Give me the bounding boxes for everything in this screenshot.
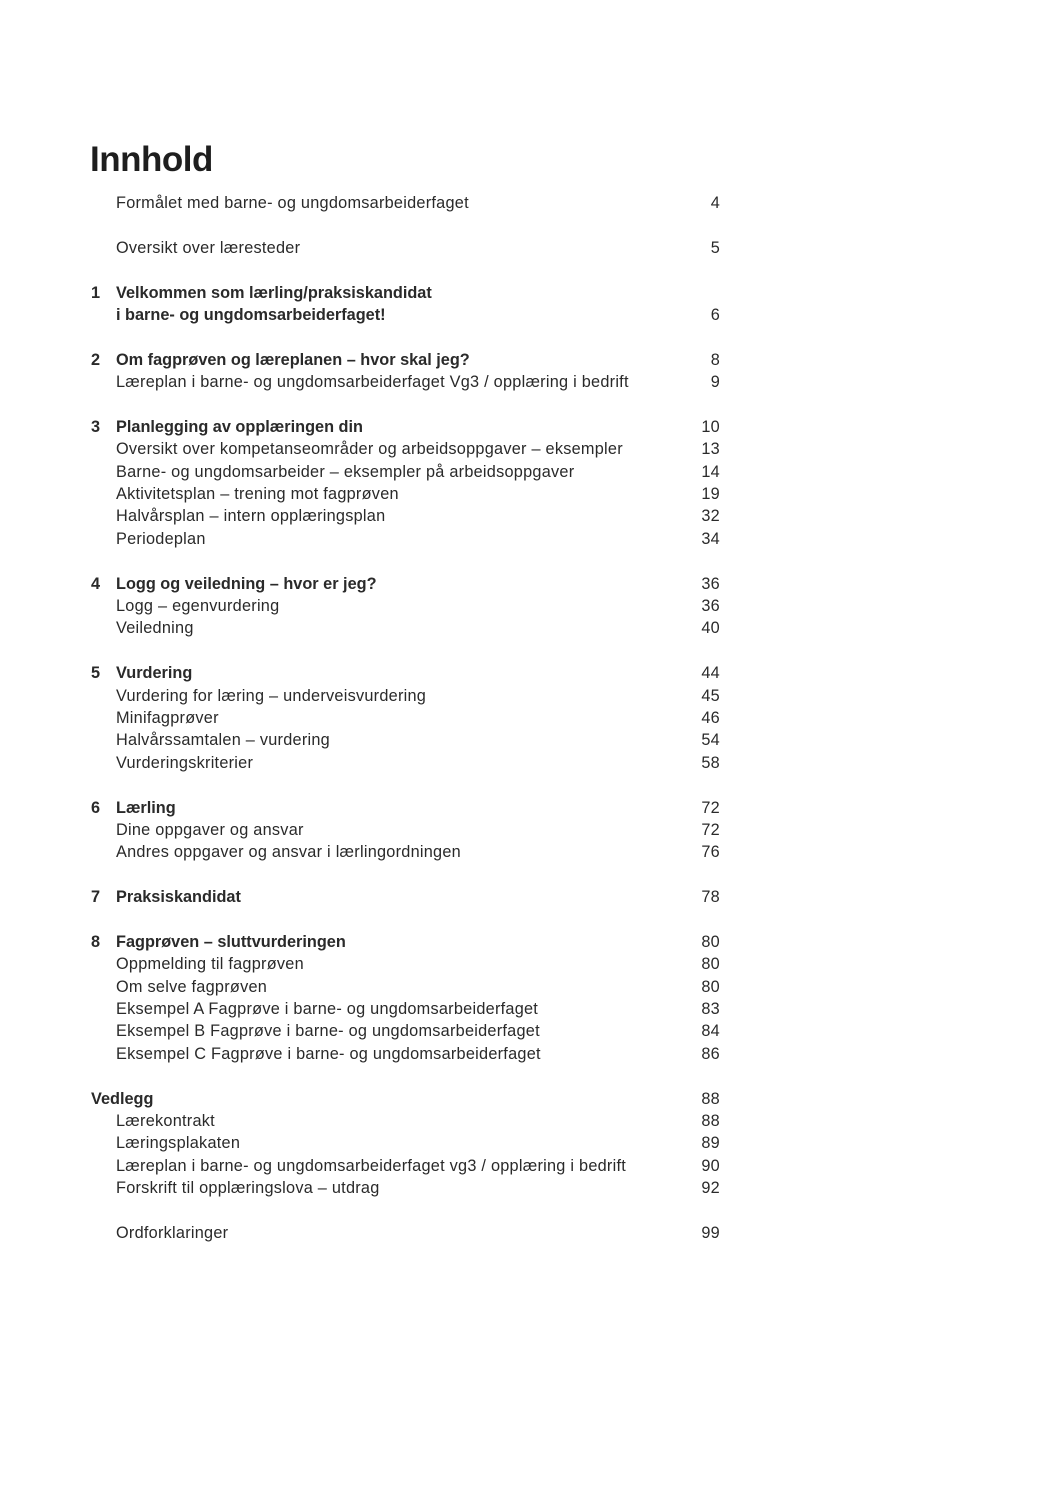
page-number: 9 [710, 373, 720, 392]
page-number: 32 [701, 507, 720, 526]
toc-entry[interactable] [0, 1110, 1058, 1132]
toc-chapter-entry[interactable] [0, 573, 1058, 595]
toc-entry[interactable] [0, 237, 1058, 259]
toc-entry[interactable] [0, 617, 1058, 639]
page-number: 34 [701, 529, 720, 548]
table-of-contents [0, 192, 1058, 1244]
toc-entry[interactable] [0, 1155, 1058, 1177]
page-number: 45 [701, 686, 720, 705]
toc-entry[interactable] [0, 752, 1058, 774]
page-number: 14 [701, 462, 720, 481]
entry-title[interactable]: Veiledning [116, 619, 194, 638]
toc-chapter-entry[interactable] [0, 931, 1058, 953]
chapter-number: 6 [91, 798, 101, 817]
chapter-number: 8 [91, 932, 101, 951]
page-number: 99 [701, 1223, 720, 1242]
toc-entry[interactable] [0, 685, 1058, 707]
group-spacer [0, 909, 1058, 931]
page-number: 4 [710, 194, 720, 212]
toc-entry[interactable] [0, 1088, 1058, 1110]
page-number: 72 [701, 798, 720, 817]
page-number: 89 [701, 1134, 720, 1153]
toc-entry[interactable] [0, 461, 1058, 483]
toc-entry[interactable] [0, 505, 1058, 527]
toc-entry[interactable] [0, 841, 1058, 863]
entry-title[interactable]: Halvårsplan – intern opplæringsplan [116, 507, 386, 526]
chapter-number: 3 [91, 417, 101, 436]
group-spacer [0, 864, 1058, 886]
entry-title[interactable]: Periodeplan [116, 529, 206, 548]
page-number: 80 [701, 977, 720, 996]
group-spacer [0, 550, 1058, 572]
page-number: 44 [701, 664, 720, 683]
entry-title[interactable]: Læringsplakaten [116, 1134, 241, 1153]
entry-title[interactable]: Minifagprøver [116, 708, 219, 727]
toc-entry[interactable] [0, 998, 1058, 1020]
toc-chapter-entry[interactable] [0, 416, 1058, 438]
page-number: 36 [701, 597, 720, 616]
toc-chapter-entry[interactable] [0, 304, 1058, 326]
entry-title[interactable]: Læreplan i barne- og ungdomsarbeiderfaget Vg3 / opplæring i bedrift [116, 373, 629, 392]
page-number: 86 [701, 1044, 720, 1063]
toc-chapter-entry[interactable] [0, 886, 1058, 908]
toc-entry[interactable] [0, 595, 1058, 617]
toc-chapter-entry[interactable] [0, 349, 1058, 371]
page-number: 80 [701, 932, 720, 951]
page-number: 5 [710, 238, 720, 257]
page-number: 40 [701, 619, 720, 638]
page-number: 36 [701, 574, 720, 593]
group-spacer [0, 640, 1058, 662]
toc-entry[interactable] [0, 707, 1058, 729]
entry-title[interactable]: Om selve fagprøven [116, 977, 268, 996]
entry-title[interactable]: Vedlegg [91, 1089, 154, 1108]
toc-chapter-entry[interactable] [0, 282, 1058, 304]
entry-title[interactable]: Halvårssamtalen – vurdering [116, 731, 330, 750]
page-number: 6 [710, 305, 720, 324]
page-number: 88 [701, 1112, 720, 1131]
group-spacer [0, 1065, 1058, 1087]
page-number: 58 [701, 753, 720, 772]
entry-title[interactable]: Ordforklaringer [116, 1223, 229, 1242]
entry-title[interactable]: Om fagprøven og læreplanen – hvor skal jeg? [116, 350, 470, 369]
toc-entry[interactable] [0, 1177, 1058, 1199]
page-number: 13 [701, 440, 720, 459]
toc-chapter-entry[interactable] [0, 797, 1058, 819]
toc-entry[interactable] [0, 192, 1058, 214]
toc-entry[interactable] [0, 819, 1058, 841]
toc-entry[interactable] [0, 1222, 1058, 1244]
group-spacer [0, 259, 1058, 281]
entry-title[interactable]: Eksempel A Fagprøve i barne- og ungdomsarbeiderfaget [116, 1000, 539, 1019]
entry-title[interactable]: Aktivitetsplan – trening mot fagprøven [116, 485, 399, 504]
chapter-number: 7 [91, 888, 101, 907]
page-number: 46 [701, 708, 720, 727]
page-title: Innhold [90, 140, 213, 179]
toc-entry[interactable] [0, 953, 1058, 975]
group-spacer [0, 214, 1058, 236]
toc-entry[interactable] [0, 729, 1058, 751]
chapter-number: 1 [91, 283, 101, 302]
page-number: 72 [701, 820, 720, 839]
toc-entry[interactable] [0, 976, 1058, 998]
page-number: 90 [701, 1156, 720, 1175]
entry-title[interactable]: Vurdering [116, 664, 193, 683]
entry-title[interactable]: Logg – egenvurdering [116, 597, 280, 616]
page-number: 54 [701, 731, 720, 750]
page-number: 92 [701, 1179, 720, 1198]
toc-chapter-entry[interactable] [0, 662, 1058, 684]
page-number: 8 [710, 350, 720, 369]
toc-entry[interactable] [0, 438, 1058, 460]
entry-title[interactable]: Dine oppgaver og ansvar [116, 820, 304, 839]
entry-title[interactable]: Lærling [116, 798, 176, 817]
entry-title[interactable]: Oppmelding til fagprøven [116, 955, 304, 974]
toc-entry[interactable] [0, 1020, 1058, 1042]
entry-title[interactable]: Forskrift til opplæringslova – utdrag [116, 1179, 380, 1198]
entry-title[interactable]: Vurdering for læring – underveisvurdering [116, 686, 427, 705]
entry-title[interactable]: Formålet med barne- og ungdomsarbeiderfaget [116, 194, 469, 212]
entry-title[interactable]: Vurderingskriterier [116, 753, 254, 772]
entry-title[interactable]: Lærekontrakt [116, 1112, 215, 1131]
group-spacer [0, 1200, 1058, 1222]
entry-title[interactable]: Eksempel B Fagprøve i barne- og ungdomsarbeiderfaget [116, 1022, 540, 1041]
page-number: 84 [701, 1022, 720, 1041]
page-number: 76 [701, 843, 720, 862]
chapter-number: 5 [91, 664, 101, 683]
entry-title[interactable]: Velkommen som lærling/praksiskandidat [116, 283, 432, 302]
entry-title[interactable]: Fagprøven – sluttvurderingen [116, 932, 346, 951]
entry-title[interactable]: Planlegging av opplæringen din [116, 417, 363, 436]
entry-title[interactable]: Logg og veiledning – hvor er jeg? [116, 574, 377, 593]
entry-title[interactable]: Andres oppgaver og ansvar i lærlingordningen [116, 843, 461, 862]
group-spacer [0, 394, 1058, 416]
page-number: 78 [701, 888, 720, 907]
toc-entry[interactable] [0, 371, 1058, 393]
entry-title[interactable]: Barne- og ungdomsarbeider – eksempler på arbeidsoppgaver [116, 462, 575, 481]
toc-entry[interactable] [0, 528, 1058, 550]
page-number: 83 [701, 1000, 720, 1019]
entry-title[interactable]: Oversikt over kompetanseområder og arbeidsoppgaver – eksempler [116, 440, 623, 459]
chapter-number: 4 [91, 574, 101, 593]
chapter-number: 2 [91, 350, 101, 369]
entry-title[interactable]: Praksiskandidat [116, 888, 241, 907]
entry-title[interactable]: Læreplan i barne- og ungdomsarbeiderfaget vg3 / opplæring i bedrift [116, 1156, 627, 1175]
group-spacer [0, 326, 1058, 348]
toc-entry[interactable] [0, 1043, 1058, 1065]
page-number: 88 [701, 1089, 720, 1108]
entry-title[interactable]: i barne- og ungdomsarbeiderfaget! [116, 305, 386, 324]
page-number: 10 [701, 417, 720, 436]
toc-entry[interactable] [0, 1132, 1058, 1154]
toc-entry[interactable] [0, 483, 1058, 505]
page-number: 19 [701, 485, 720, 504]
group-spacer [0, 774, 1058, 796]
entry-title[interactable]: Oversikt over læresteder [116, 238, 301, 257]
page-number: 80 [701, 955, 720, 974]
entry-title[interactable]: Eksempel C Fagprøve i barne- og ungdomsarbeiderfaget [116, 1044, 541, 1063]
